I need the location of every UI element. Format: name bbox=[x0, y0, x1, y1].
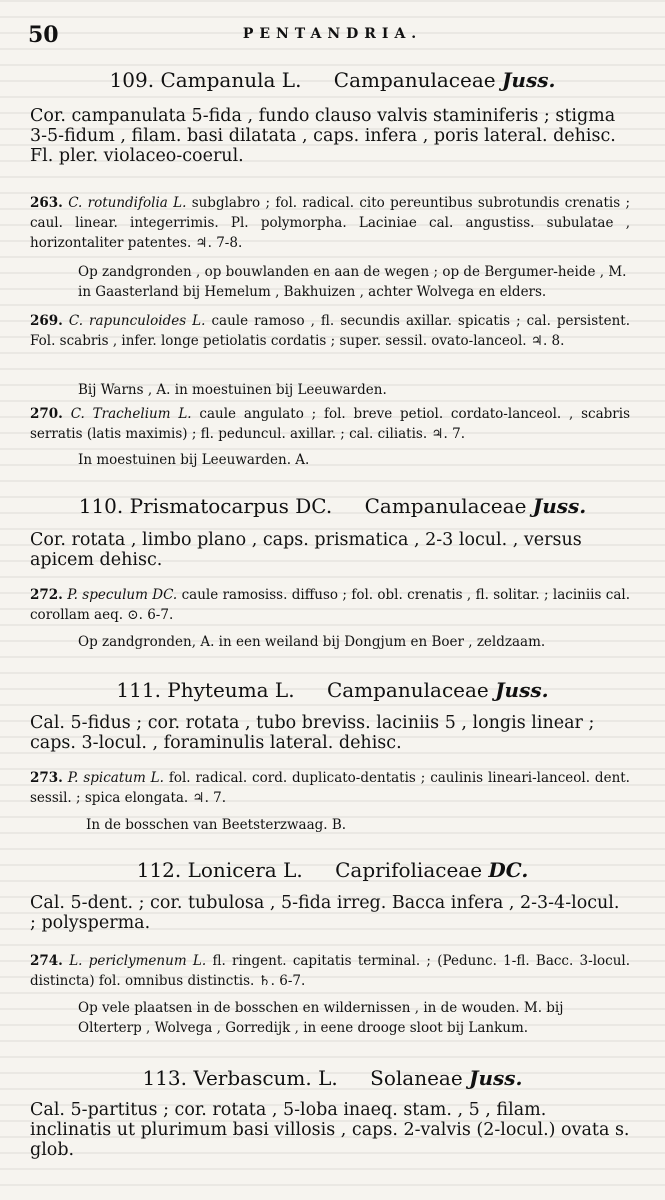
species-entry bbox=[30, 311, 630, 351]
species-locality: In moestuinen bij Leeuwarden. A. bbox=[78, 452, 310, 468]
species-entry bbox=[30, 193, 630, 253]
species-number: 263. bbox=[30, 195, 63, 211]
species-locality: Op zandgronden, A. in een weiland bij Dongjum en Boer , zeldzaam. bbox=[78, 634, 546, 650]
genus-number: 110. bbox=[78, 494, 124, 518]
species-locality: In de bosschen van Beetsterzwaag. B. bbox=[86, 817, 347, 833]
genus-heading bbox=[0, 68, 665, 92]
genus-definition: Cal. 5-dent. ; cor. tubulosa , 5-fida irreg. Bacca infera , 2-3-4-locul. ; polysperma. bbox=[30, 893, 620, 933]
family-name: Campanulaceae bbox=[333, 68, 496, 92]
genus-heading bbox=[0, 494, 665, 518]
species-entry bbox=[30, 768, 630, 808]
species-diagnosis: subglabro ; fol. radical. cito pereuntibus subrotundis crenatis ; caul. linear. integerrimis. Pl. polymorpha. Laciniae cal. angustiss. subulatae , horizontaliter patentes. ♃. 7-8. bbox=[30, 195, 630, 251]
species-diagnosis: fol. radical. cord. duplicato-dentatis ; caulinis lineari-lanceol. dent. sessil. ; spica elongata. ♃. 7. bbox=[30, 770, 630, 806]
genus-definition: Cor. campanulata 5-fida , fundo clauso valvis staminiferis ; stigma 3-5-fidum , filam. basi dilatata , caps. infera , poris lateral. dehisc. Fl. pler. violaceo-coerul. bbox=[30, 106, 616, 166]
genus-heading bbox=[0, 678, 665, 702]
genus-definition: Cal. 5-partitus ; cor. rotata , 5-loba inaeq. stam. , 5 , filam. inclinatis ut plurimum basi villosis , caps. 2-valvis (2-locul.) ovata s. glob. bbox=[30, 1100, 630, 1160]
species-locality: Bij Warns , A. in moestuinen bij Leeuwarden. bbox=[78, 382, 387, 398]
species-number: 274. bbox=[30, 953, 63, 969]
family-name: Campanulaceae bbox=[326, 678, 489, 702]
page-number: 50 bbox=[28, 22, 59, 48]
species-name: P. spicatum L. bbox=[67, 770, 164, 786]
genus-definition: Cal. 5-fidus ; cor. rotata , tubo breviss. laciniis 5 , longis linear ; caps. 3-locul. , foraminulis lateral. dehisc. bbox=[30, 713, 595, 753]
species-name: C. Trachelium L. bbox=[70, 406, 192, 422]
species-name: C. rotundifolia L. bbox=[68, 195, 187, 211]
species-number: 273. bbox=[30, 770, 63, 786]
genus-name: Phyteuma L. bbox=[167, 678, 295, 702]
family-author: Juss. bbox=[469, 1066, 523, 1090]
species-diagnosis: caule ramoso , fl. secundis axillar. spicatis ; cal. persistent. Fol. scabris , infer. longe petiolatis cordatis ; super. sessil. ovato-lanceol. ♃. 8. bbox=[30, 313, 630, 349]
genus-name: Lonicera L. bbox=[187, 858, 303, 882]
genus-name: Campanula L. bbox=[160, 68, 302, 92]
genus-name: Prismatocarpus DC. bbox=[129, 494, 333, 518]
genus-heading bbox=[0, 858, 665, 882]
genus-number: 109. bbox=[109, 68, 155, 92]
family-author: Juss. bbox=[495, 678, 549, 702]
species-entry bbox=[30, 951, 630, 991]
family-author: Juss. bbox=[532, 494, 587, 518]
family-name: Campanulaceae bbox=[364, 494, 527, 518]
page-header bbox=[0, 22, 665, 52]
genus-name: Verbascum. L. bbox=[193, 1066, 338, 1090]
family-name: Solaneae bbox=[370, 1066, 463, 1090]
species-entry bbox=[30, 404, 630, 444]
family-author: DC. bbox=[488, 858, 529, 882]
species-name: L. periclymenum L. bbox=[69, 953, 207, 969]
species-diagnosis: fl. ringent. capitatis terminal. ; (Pedunc. 1-fl. Bacc. 3-locul. distincta) fol. omnibus distinctis. ♄. 6-7. bbox=[30, 953, 631, 989]
genus-number: 111. bbox=[116, 678, 161, 702]
species-name: P. speculum DC. bbox=[67, 587, 178, 603]
family-author: Juss. bbox=[501, 68, 556, 92]
genus-number: 112. bbox=[136, 858, 182, 882]
species-number: 272. bbox=[30, 587, 63, 603]
genus-number: 113. bbox=[142, 1066, 187, 1090]
species-name: C. rapunculoides L. bbox=[68, 313, 206, 329]
species-number: 270. bbox=[30, 406, 63, 422]
running-head: PENTANDRIA. bbox=[242, 26, 423, 42]
species-locality: Op zandgronden , op bouwlanden en aan de wegen ; op de Bergumer-heide , M. in Gaasterland bij Hemelum , Bakhuizen , achter Wolvega en elders. bbox=[78, 264, 627, 300]
species-locality: Op vele plaatsen in de bosschen en wildernissen , in de wouden. M. bij Olterterp , Wolvega , Gorredijk , in eene drooge sloot bij Lankum. bbox=[78, 1000, 564, 1036]
genus-definition: Cor. rotata , limbo plano , caps. prismatica , 2-3 locul. , versus apicem dehisc. bbox=[30, 530, 582, 570]
species-diagnosis: caule ramosiss. diffuso ; fol. obl. crenatis , fl. solitar. ; laciniis cal. corollam aeq. ⊙. 6-7. bbox=[30, 587, 631, 623]
species-entry bbox=[30, 585, 630, 625]
genus-heading bbox=[0, 1066, 665, 1090]
species-number: 269. bbox=[30, 313, 63, 329]
species-diagnosis: caule angulato ; fol. breve petiol. cordato-lanceol. , scabris serratis (latis maximis) ; fl. peduncul. axillar. ; cal. ciliatis. ♃. 7. bbox=[30, 406, 630, 442]
family-name: Caprifoliaceae bbox=[335, 858, 483, 882]
